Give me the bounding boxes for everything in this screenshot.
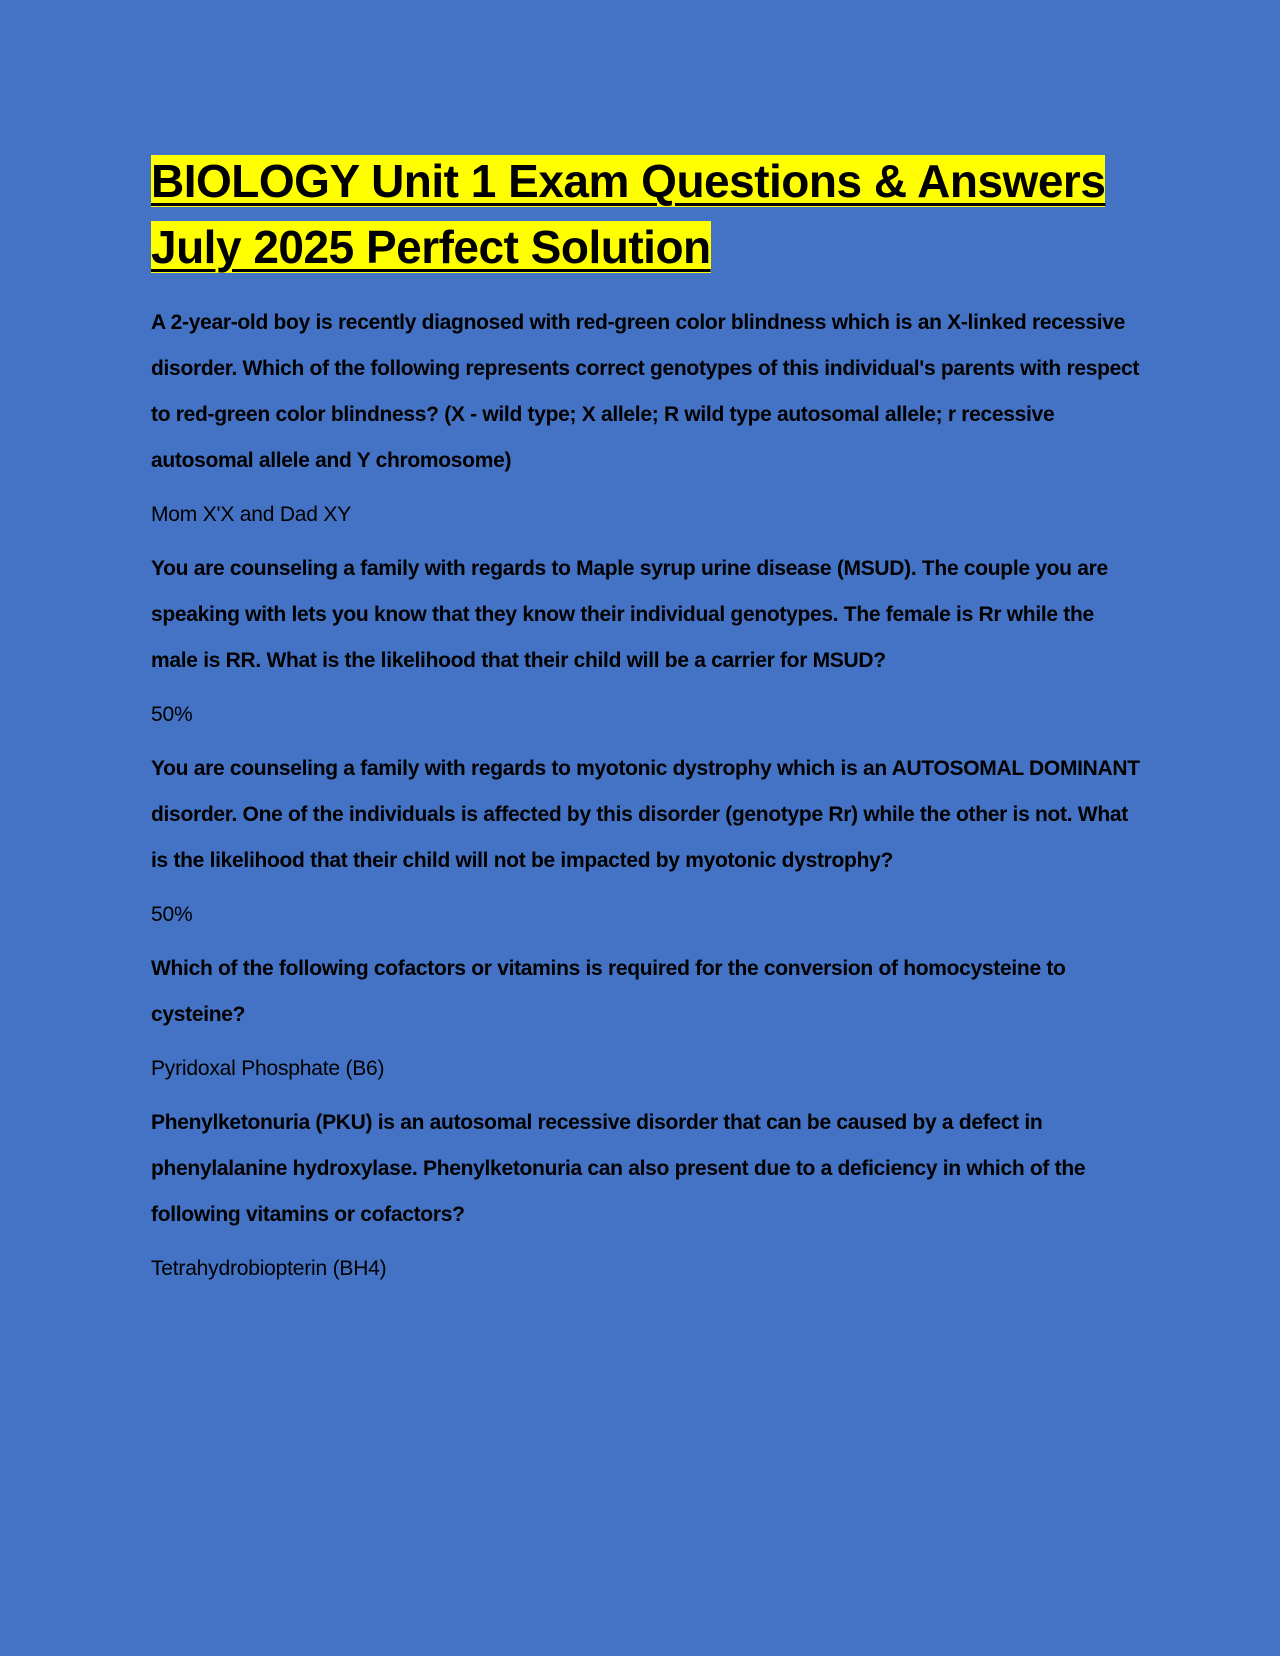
document-title-text: BIOLOGY Unit 1 Exam Questions & Answers July 2025 Perfect Solution (151, 155, 1106, 273)
question-text: You are counseling a family with regards to myotonic dystrophy which is an AUTOSOMAL DOMINANT disorder. One of the individuals is affected by this disorder (genotype Rr) while the other is not. What is the likelihood that their child will not be impacted by myotonic dystrophy? (151, 757, 1140, 872)
qa-item (151, 1100, 1140, 1284)
answer-text: Pyridoxal Phosphate (B6) (151, 1057, 385, 1080)
qa-item (151, 546, 1140, 730)
answer-text: Mom X'X and Dad XY (151, 503, 352, 526)
answer-text: Tetrahydrobiopterin (BH4) (151, 1257, 387, 1280)
qa-item (151, 746, 1140, 930)
question-text: A 2-year-old boy is recently diagnosed with red-green color blindness which is an X-linked recessive disorder. Which of the following represents correct genotypes of this individual's parents with respect to red-green color blindness? (X - wild type; X allele; R wild type autosomal allele; r recessive autosomal allele and Y chromosome) (151, 311, 1140, 472)
answer-text: 50% (151, 903, 193, 926)
question-text: Phenylketonuria (PKU) is an autosomal recessive disorder that can be caused by a defect in phenylalanine hydroxylase. Phenylketonuria can also present due to a deficiency in which of the following vitamins or cofactors? (151, 1111, 1086, 1226)
answer-text: 50% (151, 703, 193, 726)
document-title (151, 148, 1140, 280)
qa-item (151, 300, 1140, 530)
qa-list (151, 300, 1140, 1284)
question-text: Which of the following cofactors or vitamins is required for the conversion of homocysteine to cysteine? (151, 957, 1066, 1026)
question-text: You are counseling a family with regards to Maple syrup urine disease (MSUD). The couple you are speaking with lets you know that they know their individual genotypes. The female is Rr while the male is RR. What is the likelihood that their child will be a carrier for MSUD? (151, 557, 1108, 672)
qa-item (151, 946, 1140, 1084)
